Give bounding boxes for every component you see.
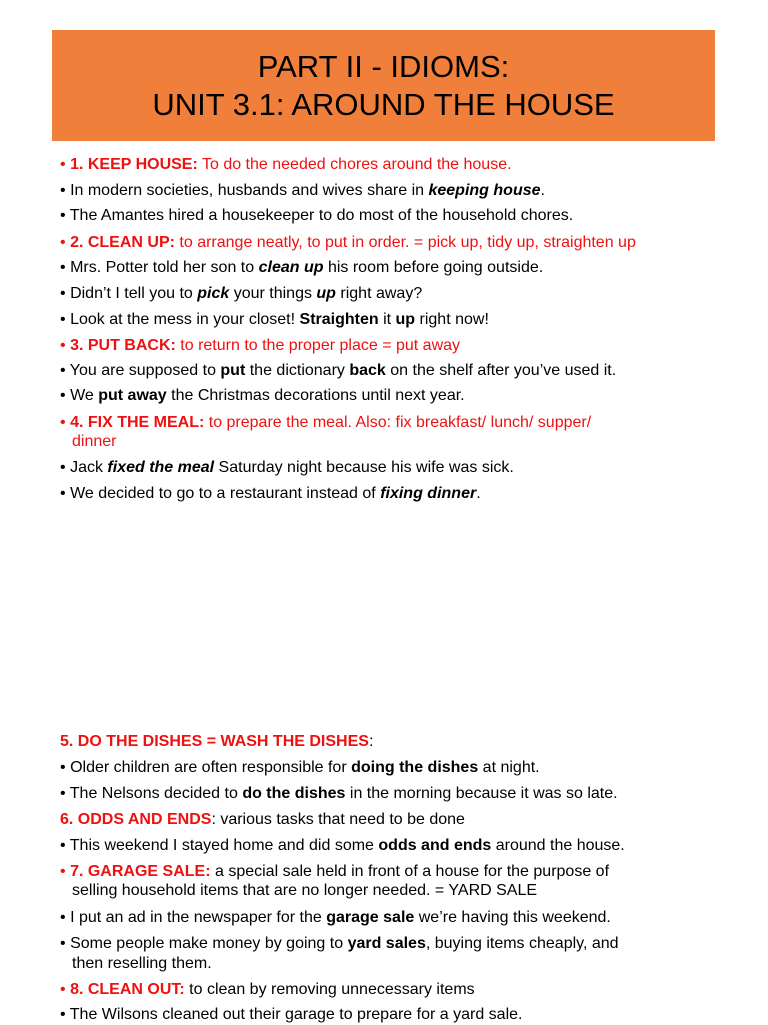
example-sentence: • Some people make money by going to yard sales, buying items cheaply, and: [60, 935, 619, 952]
idiom-highlight: do the dishes: [242, 785, 346, 802]
example-sentence: • Look at the mess in your closet! Straighten it up right now!: [60, 311, 489, 328]
example-sentence: • This weekend I stayed home and did some odds and ends around the house.: [60, 837, 625, 854]
bullet: •: [60, 485, 66, 502]
bullet: •: [60, 459, 66, 476]
idiom-term: 6. ODDS AND ENDS: [60, 811, 212, 828]
idiom-definition: a special sale held in front of a house for the purpose of: [210, 863, 610, 880]
idiom-highlight: Straighten: [299, 311, 379, 328]
idiom-definition-continued: dinner: [72, 433, 117, 450]
idiom-definition: to prepare the meal. Also: fix breakfast/ lunch/ supper/: [204, 414, 592, 431]
bullet: •: [60, 414, 66, 431]
bullet: •: [60, 935, 66, 952]
idiom-definition: To do the needed chores around the house.: [197, 156, 512, 173]
example-sentence: • You are supposed to put the dictionary back on the shelf after you’ve used it.: [60, 362, 617, 379]
idiom-highlight: doing the dishes: [351, 759, 479, 776]
idiom-highlight: keeping house: [428, 182, 541, 199]
idiom-highlight: pick: [197, 285, 230, 302]
bullet: •: [60, 909, 66, 926]
example-sentence: • We decided to go to a restaurant instead of fixing dinner.: [60, 485, 481, 502]
idiom-term: 4. FIX THE MEAL:: [70, 414, 205, 431]
idiom-odds-and-ends: [60, 810, 760, 830]
bullet: •: [60, 1006, 66, 1023]
idiom-highlight: up: [395, 311, 416, 328]
idiom-term: 7. GARAGE SALE:: [70, 863, 211, 880]
example-sentence: • In modern societies, husbands and wives share in keeping house.: [60, 182, 545, 199]
bullet: •: [60, 759, 66, 776]
idiom-highlight: fixed the meal: [107, 459, 215, 476]
idiom-do-the-dishes: 5. DO THE DISHES = WASH THE DISHES:: [60, 733, 374, 750]
idiom-highlight: back: [349, 362, 386, 379]
idiom-highlight: fixing dinner: [380, 485, 477, 502]
bullet: •: [60, 182, 66, 199]
example-sentence-continued: then reselling them.: [72, 955, 212, 972]
bullet: •: [60, 837, 66, 854]
bullet: •: [60, 207, 66, 224]
idiom-highlight: odds and ends: [378, 837, 492, 854]
bullet: •: [60, 234, 66, 251]
idiom-term: 2. CLEAN UP:: [70, 234, 175, 251]
idiom-garage-sale: [60, 862, 760, 882]
idiom-highlight: yard sales: [347, 935, 426, 952]
example-sentence: • Didn’t I tell you to pick your things up right away?: [60, 285, 423, 302]
bullet: •: [60, 785, 66, 802]
idiom-highlight: garage sale: [326, 909, 415, 926]
bullet: •: [60, 362, 66, 379]
idiom-put-back: [60, 336, 760, 356]
example-sentence: • The Nelsons decided to do the dishes in the morning because it was so late.: [60, 785, 618, 802]
idiom-definition: to clean by removing unnecessary items: [184, 981, 475, 998]
idiom-definition: : various tasks that need to be done: [211, 811, 465, 828]
idiom-term: 1. KEEP HOUSE:: [70, 156, 198, 173]
example-sentence: • The Amantes hired a housekeeper to do most of the household chores.: [60, 207, 574, 224]
unit-title: UNIT 3.1: AROUND THE HOUSE: [152, 86, 615, 122]
bullet: •: [60, 259, 66, 276]
idiom-term: 3. PUT BACK:: [70, 337, 176, 354]
bullet: •: [60, 311, 66, 328]
example-sentence: • Jack fixed the meal Saturday night because his wife was sick.: [60, 459, 514, 476]
idiom-highlight: put away: [98, 387, 167, 404]
idiom-term: 8. CLEAN OUT:: [70, 981, 185, 998]
idiom-definition: to return to the proper place = put away: [175, 337, 461, 354]
example-sentence: • Older children are often responsible for doing the dishes at night.: [60, 759, 540, 776]
part-title: PART II - IDIOMS:: [257, 48, 510, 84]
idiom-highlight: clean up: [258, 259, 324, 276]
bullet: •: [60, 337, 66, 354]
idiom-fix-the-meal: [60, 413, 760, 433]
bullet: •: [60, 285, 66, 302]
example-sentence: • I put an ad in the newspaper for the garage sale we’re having this weekend.: [60, 909, 611, 926]
idiom-definition: to arrange neatly, to put in order. = pick up, tidy up, straighten up: [174, 234, 636, 251]
idiom-clean-out: [60, 980, 760, 1000]
example-sentence: • The Wilsons cleaned out their garage to prepare for a yard sale.: [60, 1006, 523, 1023]
idiom-clean-up: [60, 233, 760, 253]
idiom-highlight: up: [316, 285, 336, 302]
bullet: •: [60, 981, 66, 998]
bullet: •: [60, 863, 66, 880]
example-sentence: • We put away the Christmas decorations until next year.: [60, 387, 465, 404]
idiom-term: 5. DO THE DISHES = WASH THE DISHES: [60, 733, 369, 750]
bullet: •: [60, 156, 66, 173]
bullet: •: [60, 387, 66, 404]
idiom-definition-continued: selling household items that are no longer needed. = YARD SALE: [72, 882, 538, 899]
idiom-keep-house: [60, 155, 760, 175]
example-sentence: • Mrs. Potter told her son to clean up his room before going outside.: [60, 259, 544, 276]
idiom-highlight: put: [220, 362, 246, 379]
